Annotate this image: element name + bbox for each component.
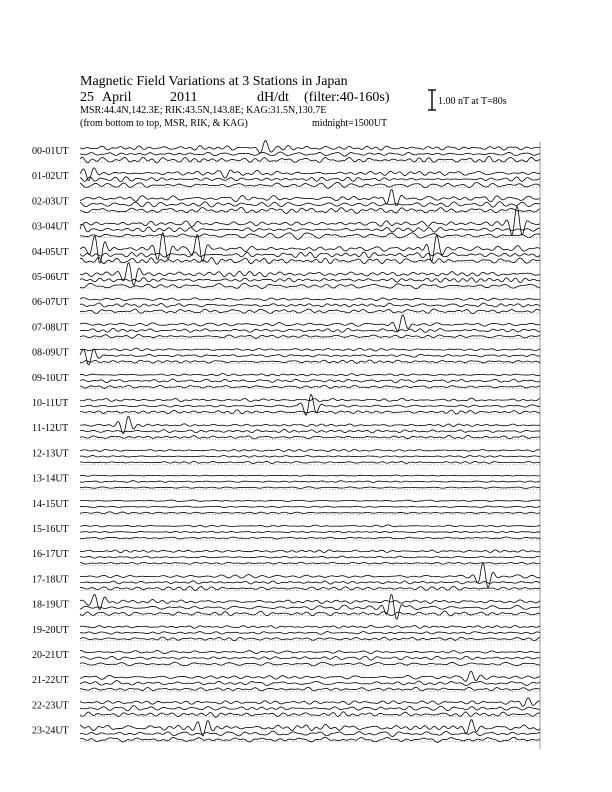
hour-label: 08-09UT xyxy=(32,347,69,359)
hour-label: 05-06UT xyxy=(32,272,69,283)
trace-rik xyxy=(80,303,540,307)
trace-kag xyxy=(80,315,540,331)
trace-kag xyxy=(80,650,540,653)
trace-kag xyxy=(80,233,540,263)
trace-rik xyxy=(80,581,540,584)
date-year: 2011 xyxy=(170,90,198,105)
trace-rik xyxy=(80,506,540,507)
hour-label: 17-18UT xyxy=(32,574,69,586)
station-coordinates: MSR:44.4N,142.3E; RIK:43.5N,143.8E; KAG:31.5N,130.7E xyxy=(80,105,327,116)
hour-label: 22-23UT xyxy=(32,700,69,712)
trace-rik xyxy=(80,224,540,232)
hour-label: 12-13UT xyxy=(32,448,69,460)
trace-rik xyxy=(80,278,540,283)
trace-kag xyxy=(80,206,540,235)
hour-label: 21-22UT xyxy=(32,675,69,687)
trace-rik xyxy=(80,706,540,711)
trace-rik xyxy=(80,202,540,208)
midnight-note: midnight=1500UT xyxy=(312,118,388,129)
hour-label: 23-24UT xyxy=(32,725,69,737)
trace-kag xyxy=(80,449,540,451)
hour-label: 03-04UT xyxy=(32,221,69,233)
trace-rik xyxy=(80,177,540,182)
trace-kag xyxy=(80,348,540,351)
trace-msr xyxy=(80,537,540,539)
trace-msr xyxy=(80,662,540,666)
trace-kag xyxy=(80,563,540,588)
trace-msr xyxy=(80,360,540,363)
trace-msr xyxy=(80,182,540,188)
hour-label: 20-21UT xyxy=(32,650,69,661)
trace-rik xyxy=(80,328,540,332)
scale-label: 1.00 nT at T=80s xyxy=(438,96,507,107)
trace-rik xyxy=(80,429,540,432)
hour-label: 18-19UT xyxy=(32,599,69,611)
trace-msr xyxy=(80,687,540,691)
hour-label: 15-16UT xyxy=(32,524,69,535)
trace-msr xyxy=(80,586,540,590)
hour-label: 14-15UT xyxy=(32,498,69,510)
hour-label: 07-08UT xyxy=(32,322,69,334)
trace-kag xyxy=(80,698,540,707)
trace-rik xyxy=(80,481,540,483)
trace-rik xyxy=(80,731,540,736)
hour-label: 02-03UT xyxy=(32,196,69,208)
chart-title: Magnetic Field Variations at 3 Stations in Japan xyxy=(80,74,348,89)
trace-rik xyxy=(80,556,540,558)
trace-msr xyxy=(80,410,540,414)
hour-label: 16-17UT xyxy=(32,549,69,561)
hour-label: 04-05UT xyxy=(32,246,69,258)
trace-rik xyxy=(80,594,540,619)
date-month: April xyxy=(102,90,132,105)
trace-kag xyxy=(80,500,540,502)
hour-label: 00-01UT xyxy=(32,146,69,157)
trace-kag xyxy=(80,626,540,629)
trace-rik xyxy=(80,379,540,383)
trace-msr xyxy=(80,309,540,314)
trace-kag xyxy=(80,374,540,376)
trace-msr xyxy=(80,487,540,489)
trace-rik xyxy=(80,531,540,533)
trace-rik xyxy=(80,632,540,635)
hour-label: 10-11UT xyxy=(32,398,69,409)
hour-label: 01-02UT xyxy=(32,171,69,183)
hour-label: 09-10UT xyxy=(32,372,69,384)
trace-rik xyxy=(80,656,540,660)
hourly-rows xyxy=(32,141,540,749)
trace-msr xyxy=(80,637,540,641)
trace-rik xyxy=(80,455,540,457)
trace-rik xyxy=(80,681,540,686)
trace-kag xyxy=(80,141,540,154)
trace-msr xyxy=(80,512,540,514)
trace-msr xyxy=(80,562,540,564)
hour-label: 19-20UT xyxy=(32,624,69,636)
trace-msr xyxy=(80,435,540,439)
trace-kag xyxy=(80,671,540,681)
trace-rik xyxy=(80,349,540,365)
trace-rik xyxy=(80,152,540,156)
hour-label: 11-12UT xyxy=(32,423,69,435)
scale-bar xyxy=(428,90,436,110)
trace-kag xyxy=(80,550,540,553)
trace-kag xyxy=(80,298,540,301)
hour-label: 13-14UT xyxy=(32,473,69,485)
trace-msr xyxy=(80,258,540,265)
filter-label: (filter:40-160s) xyxy=(304,90,390,105)
trace-msr xyxy=(80,335,540,339)
trace-msr xyxy=(80,461,540,463)
hour-label: 06-07UT xyxy=(32,297,69,309)
trace-rik xyxy=(80,252,540,258)
trace-msr xyxy=(80,611,540,616)
trace-msr xyxy=(80,207,540,213)
trace-msr xyxy=(80,385,540,388)
station-order-note: (from bottom to top, MSR, RIK, & KAG) xyxy=(80,118,248,129)
trace-kag xyxy=(80,475,540,476)
date-day: 25 xyxy=(80,90,94,105)
trace-kag xyxy=(80,525,540,527)
trace-msr xyxy=(80,233,540,240)
quantity-label: dH/dt xyxy=(257,90,289,105)
